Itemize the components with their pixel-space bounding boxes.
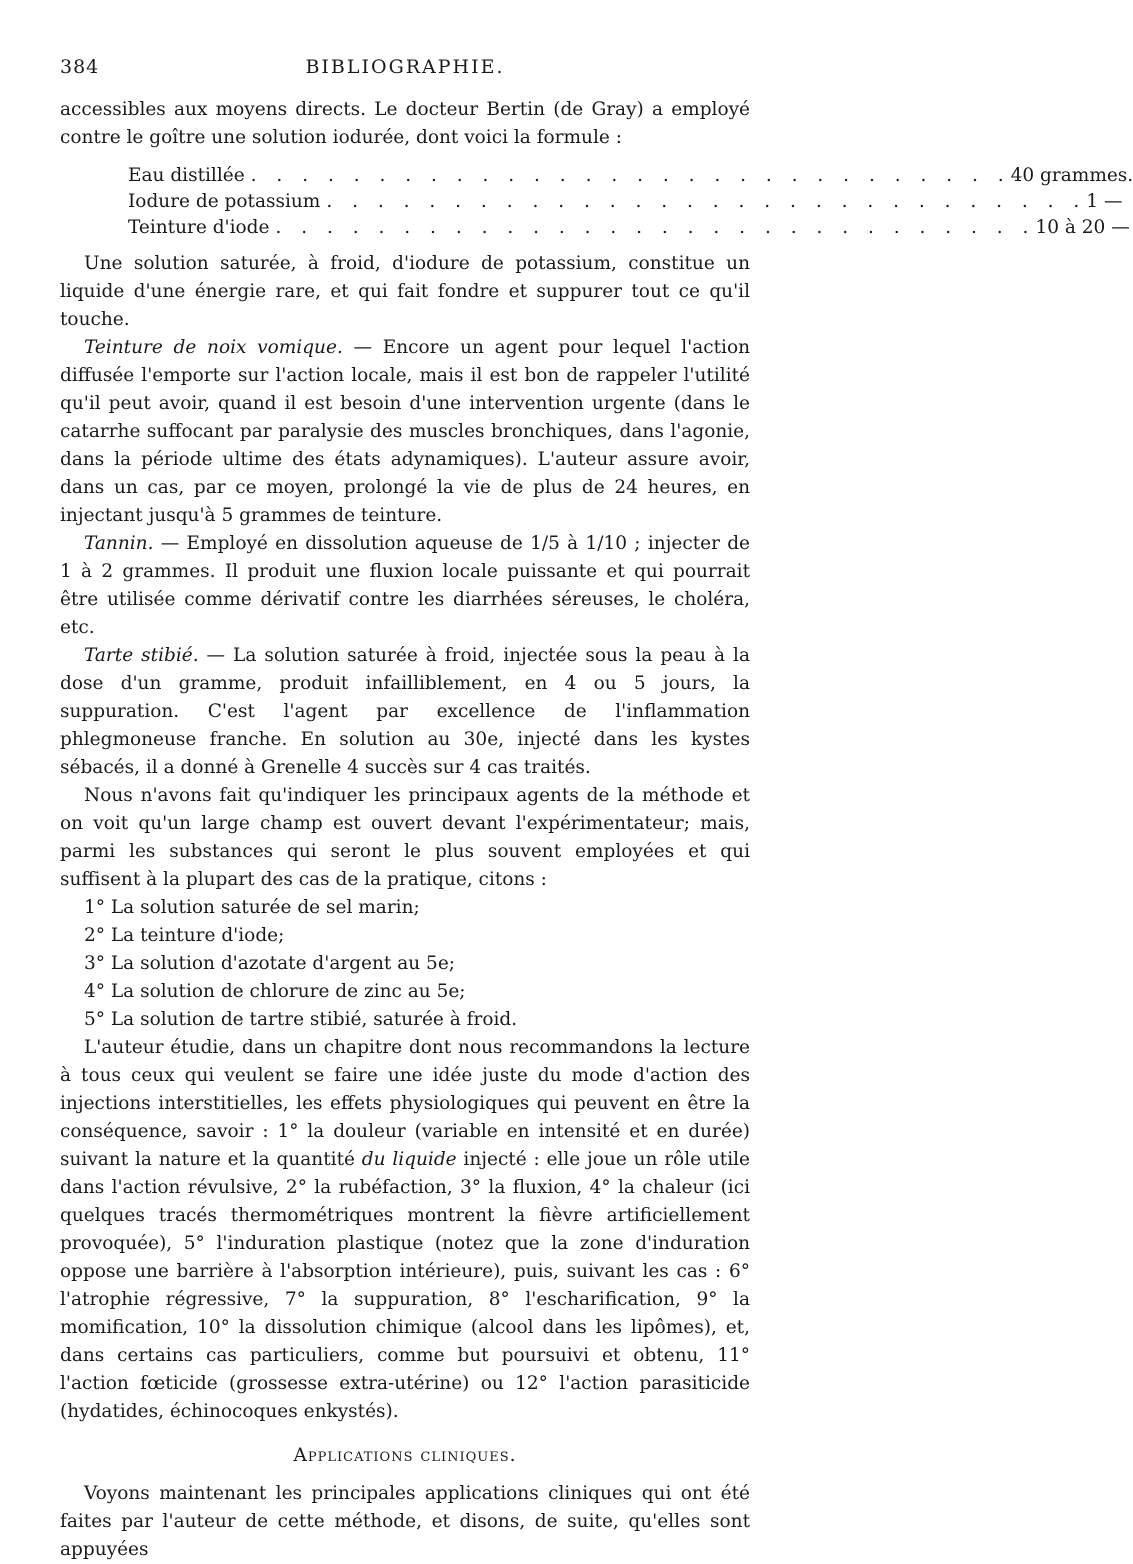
- leader-dots: . . . . . . . . . . . . . . . . . . . . . . . . . . . . . .: [275, 217, 1036, 238]
- paragraph: Nous n'avons fait qu'indiquer les principaux agents de la méthode et on voit qu'un large champ est ouvert devant l'expérimentateur; mais, parmi les substances qui seront le plus souvent employées et qui suffisent à la plupart des cas de la pratique, citons :: [60, 785, 750, 890]
- formula-quantity: 1 —: [1086, 191, 1123, 212]
- running-header: [60, 56, 750, 86]
- substance-list: [60, 894, 750, 1034]
- list-item: 5° La solution de tartre stibié, saturée à froid.: [84, 1009, 518, 1030]
- section-title: Applications cliniques.: [293, 1445, 517, 1466]
- formula-row: [128, 214, 1130, 240]
- paragraph-tarte-stibie: [60, 642, 750, 782]
- formula-ingredient: Iodure de potassium: [128, 191, 321, 212]
- paragraph-heading: Tannin.: [84, 533, 154, 554]
- italic-term: du liquide: [361, 1149, 457, 1170]
- leader-dots: . . . . . . . . . . . . . . . . . . . . . . . . . . . . . .: [326, 191, 1087, 212]
- body-text: [60, 96, 1133, 1564]
- paragraph-body: — Employé en dissolution aqueuse de 1/5 à 1/10 ; injecter de 1 à 2 grammes. Il produit une fluxion locale puissante et qui pourrait être utilisée comme dérivatif contre les diarrhées séreuses, le choléra, etc.: [60, 533, 750, 638]
- formula-ingredient: Teinture d'iode: [128, 217, 270, 238]
- paragraph-effects: [60, 1034, 750, 1426]
- formula-ingredient: Eau distillée: [128, 165, 245, 186]
- paragraph-heading: Tarte stibié.: [84, 645, 199, 666]
- formula-table: [128, 162, 1133, 240]
- running-title: BIBLIOGRAPHIE.: [305, 56, 505, 78]
- formula-quantity: 10 à 20 —: [1035, 217, 1130, 238]
- formula-quantity: 40 grammes.: [1010, 165, 1133, 186]
- list-item: 1° La solution saturée de sel marin;: [84, 897, 420, 918]
- paragraph: Une solution saturée, à froid, d'iodure de potassium, constitue un liquide d'une énergie rare, et qui fait fondre et suppurer tout ce qu'il touche.: [60, 253, 750, 330]
- page-number: 384: [60, 56, 100, 78]
- paragraph-body: — Encore un agent pour lequel l'action diffusée l'emporte sur l'action locale, mais il est bon de rappeler l'utilité qu'il peut avoir, quand il est besoin d'une intervention urgente (dans le catarrhe suffocant par paralysie des muscles bronchiques, dans l'agonie, dans la période ultime des états adynamiques). L'auteur assure avoir, dans un cas, par ce moyen, prolongé la vie de plus de 24 heures, en injectant jusqu'à 5 grammes de teinture.: [60, 337, 751, 526]
- paragraph-noix-vomique: [60, 334, 750, 530]
- list-item: 4° La solution de chlorure de zinc au 5e;: [84, 981, 466, 1002]
- list-item: 3° La solution d'azotate d'argent au 5e;: [84, 953, 456, 974]
- leader-dots: . . . . . . . . . . . . . . . . . . . . . . . . . . . . . .: [250, 165, 1011, 186]
- formula-row: [128, 188, 1123, 214]
- paragraph-body: injecté : elle joue un rôle utile dans l'action révulsive, 2° la rubéfaction, 3° la fluxion, 4° la chaleur (ici quelques tracés thermométriques montrent la fièvre artificiellement provoquée), 5° l'induration plastique (notez que la zone d'induration oppose une barrière à l'absorption intérieure), puis, suivant les cas : 6° l'atrophie régressive, 7° la suppuration, 8° l'escharification, 9° la momification, 10° la dissolution chimique (alcool dans les lipômes), et, dans certains cas particuliers, comme but poursuivi et obtenu, 11° l'action fœticide (grossesse extra-utérine) ou 12° l'action parasiticide (hydatides, échinocoques enkystés).: [60, 1149, 750, 1422]
- paragraph-body: — La solution saturée à froid, injectée sous la peau à la dose d'un gramme, produit infailliblement, en 4 ou 5 jours, la suppuration. C'est l'agent par excellence de l'inflammation phlegmoneuse franche. En solution au 30e, injecté dans les kystes sébacés, il a donné à Grenelle 4 succès sur 4 cas traités.: [60, 645, 750, 778]
- paragraph-tannin: [60, 530, 750, 642]
- paragraph-heading: Teinture de noix vomique.: [84, 337, 343, 358]
- list-item: 2° La teinture d'iode;: [84, 925, 285, 946]
- paragraph-body: L'auteur étudie, dans un chapitre dont nous recommandons la lecture à tous ceux qui veulent se faire une idée juste du mode d'action des injections interstitielles, les effets physiologiques qui peuvent en être la conséquence, savoir : 1° la douleur (variable en intensité et en durée) suivant la nature et la quantité: [60, 1037, 750, 1170]
- formula-row: [128, 162, 1133, 188]
- paragraph: Voyons maintenant les principales applications cliniques qui ont été faites par l'auteur de cette méthode, et disons, de suite, qu'elles sont appuyées: [60, 1483, 750, 1560]
- paragraph: accessibles aux moyens directs. Le docteur Bertin (de Gray) a employé contre le goître une solution iodurée, dont voici la formule :: [60, 99, 750, 148]
